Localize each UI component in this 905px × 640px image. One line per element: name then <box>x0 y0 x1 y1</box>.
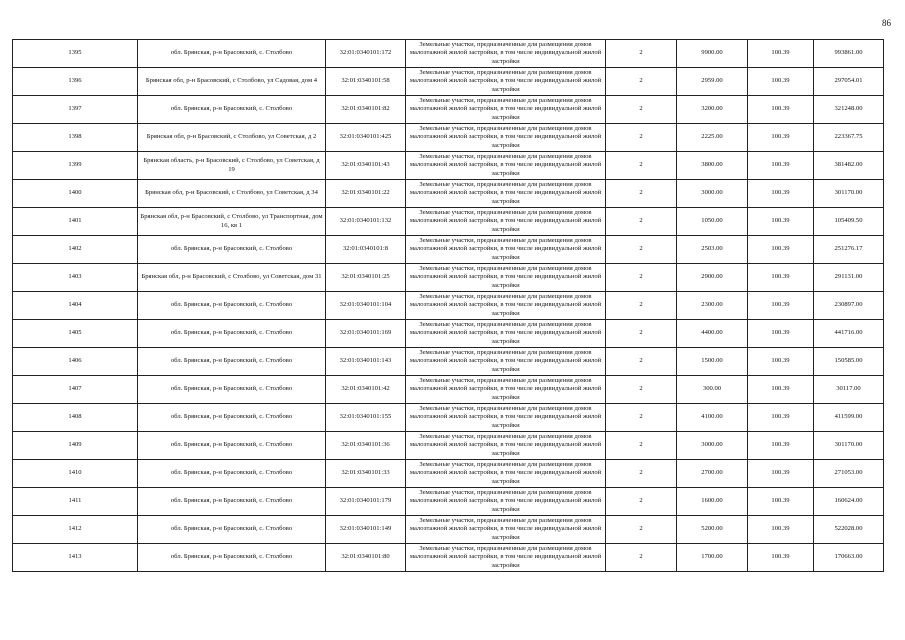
area-cell: 1700.00 <box>677 544 748 572</box>
cadastral-value-cell: 251276.17 <box>814 236 884 264</box>
table-row <box>13 348 884 376</box>
cadastral-number-cell: 32:01:0340101:80 <box>326 544 406 572</box>
cadastral-number-cell: 32:01:0340101:8 <box>326 236 406 264</box>
land-use-cell: Земельные участки, предназначенные для размещения домов малоэтажной жилой застройки, в том числе индивидуальной жилой застройки <box>406 404 606 432</box>
specific-value-cell: 100.39 <box>748 460 814 488</box>
cadastral-value-cell: 411599.00 <box>814 404 884 432</box>
specific-value-cell: 100.39 <box>748 488 814 516</box>
area-cell: 2959.00 <box>677 68 748 96</box>
table-row <box>13 404 884 432</box>
group-number-cell: 2 <box>606 264 677 292</box>
row-number-cell: 1400 <box>13 180 138 208</box>
cadastral-number-cell: 32:01:0340101:104 <box>326 292 406 320</box>
row-number-cell: 1409 <box>13 432 138 460</box>
address-cell: Брянская обл, р-н Брасовский, с Столбово, ул Советская, д 34 <box>138 180 326 208</box>
cadastral-value-cell: 297054.01 <box>814 68 884 96</box>
cadastral-value-cell: 522028.00 <box>814 516 884 544</box>
land-use-cell: Земельные участки, предназначенные для размещения домов малоэтажной жилой застройки, в том числе индивидуальной жилой застройки <box>406 180 606 208</box>
group-number-cell: 2 <box>606 460 677 488</box>
cadastral-value-cell: 441716.00 <box>814 320 884 348</box>
cadastral-number-cell: 32:01:0340101:155 <box>326 404 406 432</box>
table-row <box>13 292 884 320</box>
land-use-cell: Земельные участки, предназначенные для размещения домов малоэтажной жилой застройки, в том числе индивидуальной жилой застройки <box>406 152 606 180</box>
specific-value-cell: 100.39 <box>748 432 814 460</box>
row-number-cell: 1405 <box>13 320 138 348</box>
cadastral-number-cell: 32:01:0340101:58 <box>326 68 406 96</box>
table-row <box>13 516 884 544</box>
area-cell: 1600.00 <box>677 488 748 516</box>
row-number-cell: 1413 <box>13 544 138 572</box>
cadastral-value-cell: 223367.75 <box>814 124 884 152</box>
cadastral-number-cell: 32:01:0340101:172 <box>326 40 406 68</box>
cadastral-number-cell: 32:01:0340101:179 <box>326 488 406 516</box>
cadastral-number-cell: 32:01:0340101:42 <box>326 376 406 404</box>
table-row <box>13 236 884 264</box>
address-cell: обл. Брянская, р-н Брасовский, с. Столбово <box>138 40 326 68</box>
address-cell: обл. Брянская, р-н Брасовский, с. Столбово <box>138 320 326 348</box>
area-cell: 1500.00 <box>677 348 748 376</box>
group-number-cell: 2 <box>606 96 677 124</box>
area-cell: 2700.00 <box>677 460 748 488</box>
table-row <box>13 152 884 180</box>
specific-value-cell: 100.39 <box>748 376 814 404</box>
group-number-cell: 2 <box>606 180 677 208</box>
cadastral-value-cell: 301170.00 <box>814 180 884 208</box>
table-row <box>13 68 884 96</box>
cadastral-value-cell: 321248.00 <box>814 96 884 124</box>
specific-value-cell: 100.39 <box>748 264 814 292</box>
address-cell: обл. Брянская, р-н Брасовский, с. Столбово <box>138 460 326 488</box>
group-number-cell: 2 <box>606 320 677 348</box>
land-use-cell: Земельные участки, предназначенные для размещения домов малоэтажной жилой застройки, в том числе индивидуальной жилой застройки <box>406 544 606 572</box>
land-use-cell: Земельные участки, предназначенные для размещения домов малоэтажной жилой застройки, в том числе индивидуальной жилой застройки <box>406 208 606 236</box>
table-row <box>13 460 884 488</box>
specific-value-cell: 100.39 <box>748 292 814 320</box>
row-number-cell: 1407 <box>13 376 138 404</box>
cadastral-value-cell: 170663.00 <box>814 544 884 572</box>
row-number-cell: 1403 <box>13 264 138 292</box>
group-number-cell: 2 <box>606 404 677 432</box>
group-number-cell: 2 <box>606 376 677 404</box>
row-number-cell: 1396 <box>13 68 138 96</box>
table-body <box>13 40 884 572</box>
specific-value-cell: 100.39 <box>748 516 814 544</box>
cadastral-value-cell: 160624.00 <box>814 488 884 516</box>
cadastral-value-cell: 30117.00 <box>814 376 884 404</box>
row-number-cell: 1412 <box>13 516 138 544</box>
land-use-cell: Земельные участки, предназначенные для размещения домов малоэтажной жилой застройки, в том числе индивидуальной жилой застройки <box>406 68 606 96</box>
cadastral-number-cell: 32:01:0340101:82 <box>326 96 406 124</box>
group-number-cell: 2 <box>606 348 677 376</box>
row-number-cell: 1398 <box>13 124 138 152</box>
group-number-cell: 2 <box>606 236 677 264</box>
row-number-cell: 1395 <box>13 40 138 68</box>
address-cell: обл. Брянская, р-н Брасовский, с. Столбово <box>138 404 326 432</box>
specific-value-cell: 100.39 <box>748 96 814 124</box>
specific-value-cell: 100.39 <box>748 180 814 208</box>
land-use-cell: Земельные участки, предназначенные для размещения домов малоэтажной жилой застройки, в том числе индивидуальной жилой застройки <box>406 376 606 404</box>
address-cell: обл. Брянская, р-н Брасовский, с. Столбово <box>138 376 326 404</box>
group-number-cell: 2 <box>606 208 677 236</box>
cadastral-number-cell: 32:01:0340101:425 <box>326 124 406 152</box>
table-row <box>13 376 884 404</box>
group-number-cell: 2 <box>606 292 677 320</box>
area-cell: 1050.00 <box>677 208 748 236</box>
address-cell: Брянская обл, р-н Брасовский, с Столбово, ул Советская, дом 31 <box>138 264 326 292</box>
address-cell: обл. Брянская, р-н Брасовский, с. Столбово <box>138 292 326 320</box>
cadastral-number-cell: 32:01:0340101:25 <box>326 264 406 292</box>
row-number-cell: 1399 <box>13 152 138 180</box>
row-number-cell: 1401 <box>13 208 138 236</box>
cadastral-value-cell: 993861.00 <box>814 40 884 68</box>
row-number-cell: 1406 <box>13 348 138 376</box>
area-cell: 3200.00 <box>677 96 748 124</box>
land-use-cell: Земельные участки, предназначенные для размещения домов малоэтажной жилой застройки, в том числе индивидуальной жилой застройки <box>406 488 606 516</box>
cadastral-value-cell: 381482.00 <box>814 152 884 180</box>
specific-value-cell: 100.39 <box>748 68 814 96</box>
group-number-cell: 2 <box>606 40 677 68</box>
land-use-cell: Земельные участки, предназначенные для размещения домов малоэтажной жилой застройки, в том числе индивидуальной жилой застройки <box>406 292 606 320</box>
group-number-cell: 2 <box>606 432 677 460</box>
cadastral-value-cell: 301170.00 <box>814 432 884 460</box>
cadastral-value-cell: 105409.50 <box>814 208 884 236</box>
cadastral-number-cell: 32:01:0340101:132 <box>326 208 406 236</box>
table-row <box>13 320 884 348</box>
land-use-cell: Земельные участки, предназначенные для размещения домов малоэтажной жилой застройки, в том числе индивидуальной жилой застройки <box>406 264 606 292</box>
specific-value-cell: 100.39 <box>748 152 814 180</box>
address-cell: Брянская область, р-н Брасовский, с Столбово, ул Советская, д 19 <box>138 152 326 180</box>
group-number-cell: 2 <box>606 152 677 180</box>
table-row <box>13 544 884 572</box>
area-cell: 3800.00 <box>677 152 748 180</box>
group-number-cell: 2 <box>606 68 677 96</box>
table-row <box>13 208 884 236</box>
land-use-cell: Земельные участки, предназначенные для размещения домов малоэтажной жилой застройки, в том числе индивидуальной жилой застройки <box>406 432 606 460</box>
specific-value-cell: 100.39 <box>748 40 814 68</box>
cadastral-number-cell: 32:01:0340101:149 <box>326 516 406 544</box>
area-cell: 2225.00 <box>677 124 748 152</box>
row-number-cell: 1411 <box>13 488 138 516</box>
cadastral-value-cell: 230897.00 <box>814 292 884 320</box>
land-use-cell: Земельные участки, предназначенные для размещения домов малоэтажной жилой застройки, в том числе индивидуальной жилой застройки <box>406 40 606 68</box>
page-number: 86 <box>882 18 891 28</box>
specific-value-cell: 100.39 <box>748 124 814 152</box>
area-cell: 3000.00 <box>677 432 748 460</box>
specific-value-cell: 100.39 <box>748 544 814 572</box>
specific-value-cell: 100.39 <box>748 348 814 376</box>
specific-value-cell: 100.39 <box>748 404 814 432</box>
specific-value-cell: 100.39 <box>748 320 814 348</box>
cadastral-number-cell: 32:01:0340101:43 <box>326 152 406 180</box>
table-row <box>13 432 884 460</box>
area-cell: 2300.00 <box>677 292 748 320</box>
area-cell: 2900.00 <box>677 264 748 292</box>
area-cell: 4400.00 <box>677 320 748 348</box>
land-use-cell: Земельные участки, предназначенные для размещения домов малоэтажной жилой застройки, в том числе индивидуальной жилой застройки <box>406 320 606 348</box>
address-cell: обл. Брянская, р-н Брасовский, с. Столбово <box>138 488 326 516</box>
area-cell: 5200.00 <box>677 516 748 544</box>
address-cell: обл. Брянская, р-н Брасовский, с. Столбово <box>138 544 326 572</box>
land-use-cell: Земельные участки, предназначенные для размещения домов малоэтажной жилой застройки, в том числе индивидуальной жилой застройки <box>406 96 606 124</box>
land-use-cell: Земельные участки, предназначенные для размещения домов малоэтажной жилой застройки, в том числе индивидуальной жилой застройки <box>406 236 606 264</box>
row-number-cell: 1402 <box>13 236 138 264</box>
land-use-cell: Земельные участки, предназначенные для размещения домов малоэтажной жилой застройки, в том числе индивидуальной жилой застройки <box>406 516 606 544</box>
group-number-cell: 2 <box>606 544 677 572</box>
address-cell: обл. Брянская, р-н Брасовский, с. Столбово <box>138 96 326 124</box>
group-number-cell: 2 <box>606 516 677 544</box>
address-cell: Брянская обл, р-н Брасовский, с Столбово, ул Транспортная, дом 16, кв 1 <box>138 208 326 236</box>
table-row <box>13 180 884 208</box>
address-cell: Брянская обл, р-н Брасовский, с Столбово, ул Садовая, дом 4 <box>138 68 326 96</box>
land-plots-table <box>12 39 884 572</box>
cadastral-number-cell: 32:01:0340101:143 <box>326 348 406 376</box>
address-cell: обл. Брянская, р-н Брасовский, с. Столбово <box>138 236 326 264</box>
area-cell: 3000.00 <box>677 180 748 208</box>
row-number-cell: 1404 <box>13 292 138 320</box>
cadastral-number-cell: 32:01:0340101:169 <box>326 320 406 348</box>
cadastral-number-cell: 32:01:0340101:22 <box>326 180 406 208</box>
land-use-cell: Земельные участки, предназначенные для размещения домов малоэтажной жилой застройки, в том числе индивидуальной жилой застройки <box>406 460 606 488</box>
address-cell: обл. Брянская, р-н Брасовский, с. Столбово <box>138 516 326 544</box>
table-row <box>13 488 884 516</box>
row-number-cell: 1397 <box>13 96 138 124</box>
table-row <box>13 40 884 68</box>
table-row <box>13 96 884 124</box>
area-cell: 4100.00 <box>677 404 748 432</box>
address-cell: обл. Брянская, р-н Брасовский, с. Столбово <box>138 432 326 460</box>
cadastral-value-cell: 271053.00 <box>814 460 884 488</box>
table-row <box>13 264 884 292</box>
land-use-cell: Земельные участки, предназначенные для размещения домов малоэтажной жилой застройки, в том числе индивидуальной жилой застройки <box>406 124 606 152</box>
group-number-cell: 2 <box>606 488 677 516</box>
cadastral-value-cell: 150585.00 <box>814 348 884 376</box>
cadastral-value-cell: 291131.00 <box>814 264 884 292</box>
specific-value-cell: 100.39 <box>748 236 814 264</box>
cadastral-number-cell: 32:01:0340101:36 <box>326 432 406 460</box>
area-cell: 300.00 <box>677 376 748 404</box>
area-cell: 9900.00 <box>677 40 748 68</box>
row-number-cell: 1408 <box>13 404 138 432</box>
specific-value-cell: 100.39 <box>748 208 814 236</box>
address-cell: Брянская обл, р-н Брасовский, с Столбово, ул Советская, д 2 <box>138 124 326 152</box>
land-use-cell: Земельные участки, предназначенные для размещения домов малоэтажной жилой застройки, в том числе индивидуальной жилой застройки <box>406 348 606 376</box>
address-cell: обл. Брянская, р-н Брасовский, с. Столбово <box>138 348 326 376</box>
area-cell: 2503.00 <box>677 236 748 264</box>
group-number-cell: 2 <box>606 124 677 152</box>
row-number-cell: 1410 <box>13 460 138 488</box>
cadastral-number-cell: 32:01:0340101:33 <box>326 460 406 488</box>
table-row <box>13 124 884 152</box>
